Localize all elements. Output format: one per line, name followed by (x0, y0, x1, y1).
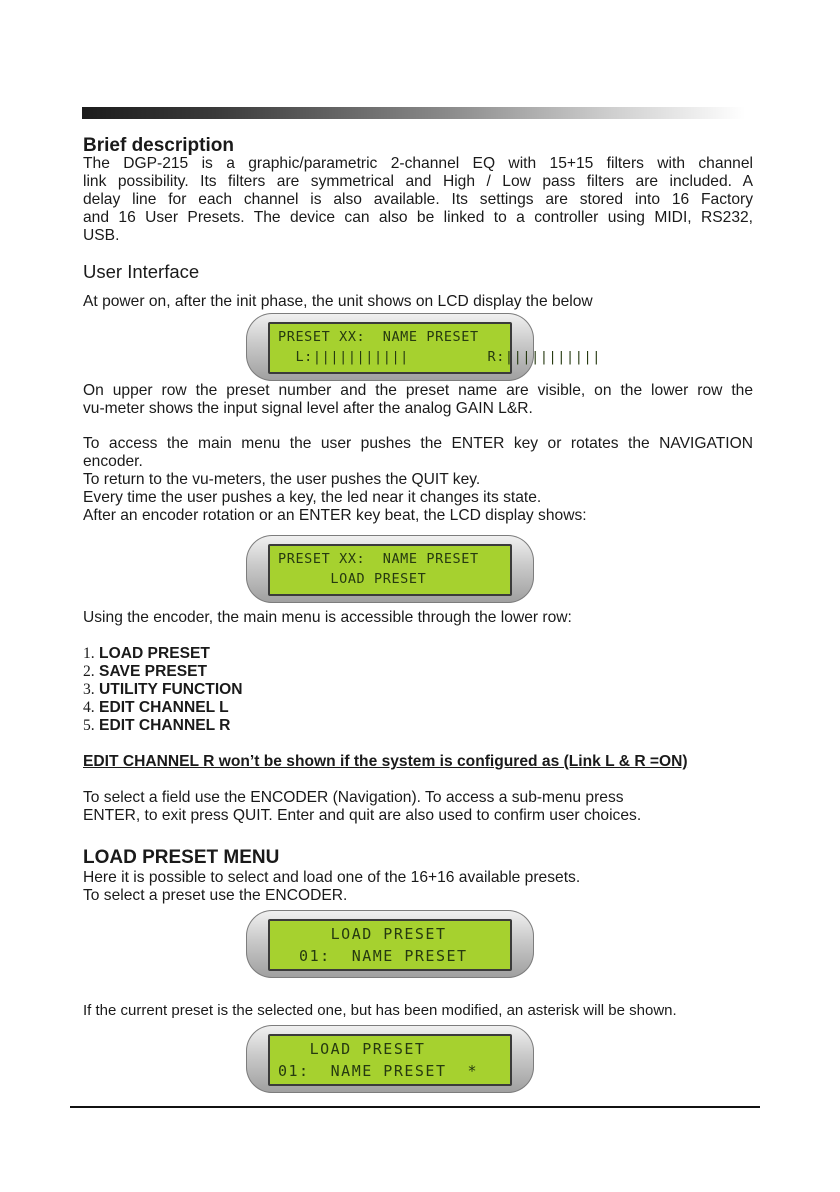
section-heading-load-preset: LOAD PRESET MENU (83, 847, 280, 868)
menu-access-line: To return to the vu-meters, the user pushes the QUIT key. (83, 471, 481, 488)
menu-access-line: encoder. (83, 453, 143, 470)
menu-access-line: Every time the user pushes a key, the led near it changes its state. (83, 489, 542, 506)
menu-item: 4. EDIT CHANNEL L (83, 699, 229, 716)
menu-item: 3. UTILITY FUNCTION (83, 681, 243, 698)
section-heading-user-interface: User Interface (83, 261, 200, 282)
brief-line: link possibility. Its filters are symmetrical and High / Low pass filters are included. A (83, 173, 753, 190)
lcd-row-upper: LOAD PRESET (278, 1040, 426, 1058)
lcd-row-lower: LOAD PRESET (278, 571, 427, 587)
footer-rule (70, 1106, 760, 1108)
edit-channel-note: EDIT CHANNEL R won’t be shown if the system is configured as (Link L & R =ON) (83, 753, 688, 770)
lcd-row-lower: 01: NAME PRESET * (278, 1062, 479, 1080)
section-heading-brief: Brief description (83, 135, 234, 156)
load-preset-line: To select a preset use the ENCODER. (83, 887, 348, 904)
lcd-screen (268, 322, 601, 374)
lcd-description-line: vu-meter shows the input signal level after the analog GAIN L&R. (83, 400, 533, 417)
menu-access-line: To access the main menu the user pushes the ENTER key or rotates the NAVIGATION (83, 435, 753, 452)
menu-item: 1. LOAD PRESET (83, 645, 210, 662)
lcd-row-upper: PRESET XX: NAME PRESET (278, 551, 479, 567)
brief-line: delay line for each channel is also available. Its settings are stored into 16 Factory (83, 191, 753, 208)
lcd-screen (268, 1034, 512, 1086)
lcd-description-line: On upper row the preset number and the preset name are visible, on the lower row the (83, 382, 753, 399)
asterisk-note: If the current preset is the selected one, but has been modified, an asterisk will be shown. (83, 1002, 677, 1019)
load-preset-line: Here it is possible to select and load one of the 16+16 available presets. (83, 869, 581, 886)
encoder-intro-text: Using the encoder, the main menu is accessible through the lower row: (83, 609, 572, 626)
brief-line: The DGP-215 is a graphic/parametric 2-channel EQ with 15+15 filters with channel (83, 155, 753, 172)
menu-access-line: After an encoder rotation or an ENTER key beat, the LCD display shows: (83, 507, 587, 524)
lcd-screen (268, 544, 512, 596)
brief-line: and 16 User Presets. The device can also be linked to a controller using MIDI, RS232, (83, 209, 753, 226)
menu-item: 2. SAVE PRESET (83, 663, 208, 680)
lcd-display-load-preset-modified (246, 1025, 534, 1093)
lcd-row-lower: 01: NAME PRESET (278, 947, 468, 965)
header-gradient-bar (82, 107, 745, 119)
lcd-display-main-menu (246, 535, 534, 603)
lcd-display-load-preset (246, 910, 534, 978)
lcd-row-lower: L:||||||||||| R:||||||||||| (278, 349, 601, 365)
brief-line: USB. (83, 227, 120, 244)
select-field-line: ENTER, to exit press QUIT. Enter and quit are also used to confirm user choices. (83, 807, 642, 824)
lcd-screen (268, 919, 512, 971)
lcd-row-upper: PRESET XX: NAME PRESET (278, 329, 479, 345)
lcd-row-upper: LOAD PRESET (278, 925, 447, 943)
menu-item: 5. EDIT CHANNEL R (83, 717, 231, 734)
select-field-line: To select a field use the ENCODER (Navigation). To access a sub-menu press (83, 789, 624, 806)
power-on-text: At power on, after the init phase, the unit shows on LCD display the below (83, 293, 593, 310)
lcd-display-vu-meter (246, 313, 601, 381)
